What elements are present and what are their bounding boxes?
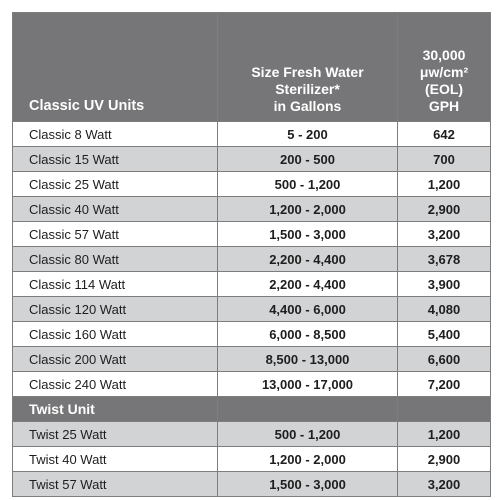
table-row bbox=[13, 372, 491, 397]
table-row bbox=[13, 272, 491, 297]
header-size-sterilizer bbox=[218, 13, 398, 122]
table-row bbox=[13, 347, 491, 372]
unit-name: Classic 80 Watt bbox=[13, 247, 218, 272]
header-size-line-1: Size Fresh Water bbox=[251, 64, 364, 80]
header-size-line-2: Sterilizer* bbox=[275, 81, 340, 97]
unit-name: Twist 25 Watt bbox=[13, 422, 218, 447]
header-size-line-3: in Gallons bbox=[273, 98, 342, 114]
gph-value: 2,900 bbox=[398, 447, 491, 472]
unit-name: Twist 40 Watt bbox=[13, 447, 218, 472]
table-row bbox=[13, 197, 491, 222]
gallon-range: 8,500 - 13,000 bbox=[218, 347, 398, 372]
gph-value: 3,678 bbox=[398, 247, 491, 272]
gallon-range: 5 - 200 bbox=[218, 122, 398, 147]
section-title: Twist Unit bbox=[13, 397, 218, 422]
gph-value: 3,200 bbox=[398, 472, 491, 497]
gallon-range: 2,200 - 4,400 bbox=[218, 272, 398, 297]
gph-value: 4,080 bbox=[398, 297, 491, 322]
section-blank-cell bbox=[398, 397, 491, 422]
uv-units-table-container bbox=[12, 12, 490, 490]
gph-value: 700 bbox=[398, 147, 491, 172]
gph-value: 1,200 bbox=[398, 172, 491, 197]
unit-name: Twist 57 Watt bbox=[13, 472, 218, 497]
table-row bbox=[13, 447, 491, 472]
section-blank-cell bbox=[218, 397, 398, 422]
table-header bbox=[13, 13, 491, 122]
unit-name: Classic 57 Watt bbox=[13, 222, 218, 247]
unit-name: Classic 240 Watt bbox=[13, 372, 218, 397]
table-row bbox=[13, 322, 491, 347]
section-row-twist-unit bbox=[13, 397, 491, 422]
gph-value: 3,900 bbox=[398, 272, 491, 297]
gph-value: 1,200 bbox=[398, 422, 491, 447]
header-gph-line-2: μw/cm² bbox=[419, 64, 469, 80]
header-classic-uv-units: Classic UV Units bbox=[13, 13, 218, 122]
table-row bbox=[13, 247, 491, 272]
header-gph-line-3: (EOL) bbox=[424, 81, 464, 97]
header-gph-line-4: GPH bbox=[428, 98, 460, 114]
gph-value: 7,200 bbox=[398, 372, 491, 397]
gallon-range: 13,000 - 17,000 bbox=[218, 372, 398, 397]
uv-units-table bbox=[12, 12, 491, 497]
unit-name: Classic 120 Watt bbox=[13, 297, 218, 322]
gallon-range: 2,200 - 4,400 bbox=[218, 247, 398, 272]
table-row bbox=[13, 222, 491, 247]
unit-name: Classic 15 Watt bbox=[13, 147, 218, 172]
gph-value: 2,900 bbox=[398, 197, 491, 222]
gph-value: 642 bbox=[398, 122, 491, 147]
table-row bbox=[13, 122, 491, 147]
table-body bbox=[13, 122, 491, 497]
gallon-range: 200 - 500 bbox=[218, 147, 398, 172]
gph-value: 5,400 bbox=[398, 322, 491, 347]
table-row bbox=[13, 172, 491, 197]
header-row bbox=[13, 13, 491, 122]
gallon-range: 1,200 - 2,000 bbox=[218, 447, 398, 472]
gallon-range: 1,500 - 3,000 bbox=[218, 472, 398, 497]
gallon-range: 4,400 - 6,000 bbox=[218, 297, 398, 322]
table-row bbox=[13, 297, 491, 322]
unit-name: Classic 25 Watt bbox=[13, 172, 218, 197]
unit-name: Classic 200 Watt bbox=[13, 347, 218, 372]
unit-name: Classic 114 Watt bbox=[13, 272, 218, 297]
table-row bbox=[13, 472, 491, 497]
gallon-range: 500 - 1,200 bbox=[218, 422, 398, 447]
table-row bbox=[13, 422, 491, 447]
unit-name: Classic 40 Watt bbox=[13, 197, 218, 222]
unit-name: Classic 160 Watt bbox=[13, 322, 218, 347]
gallon-range: 1,200 - 2,000 bbox=[218, 197, 398, 222]
gph-value: 6,600 bbox=[398, 347, 491, 372]
header-gph-line-1: 30,000 bbox=[422, 47, 466, 63]
header-gph bbox=[398, 13, 491, 122]
gallon-range: 500 - 1,200 bbox=[218, 172, 398, 197]
gallon-range: 6,000 - 8,500 bbox=[218, 322, 398, 347]
unit-name: Classic 8 Watt bbox=[13, 122, 218, 147]
gph-value: 3,200 bbox=[398, 222, 491, 247]
gallon-range: 1,500 - 3,000 bbox=[218, 222, 398, 247]
table-row bbox=[13, 147, 491, 172]
